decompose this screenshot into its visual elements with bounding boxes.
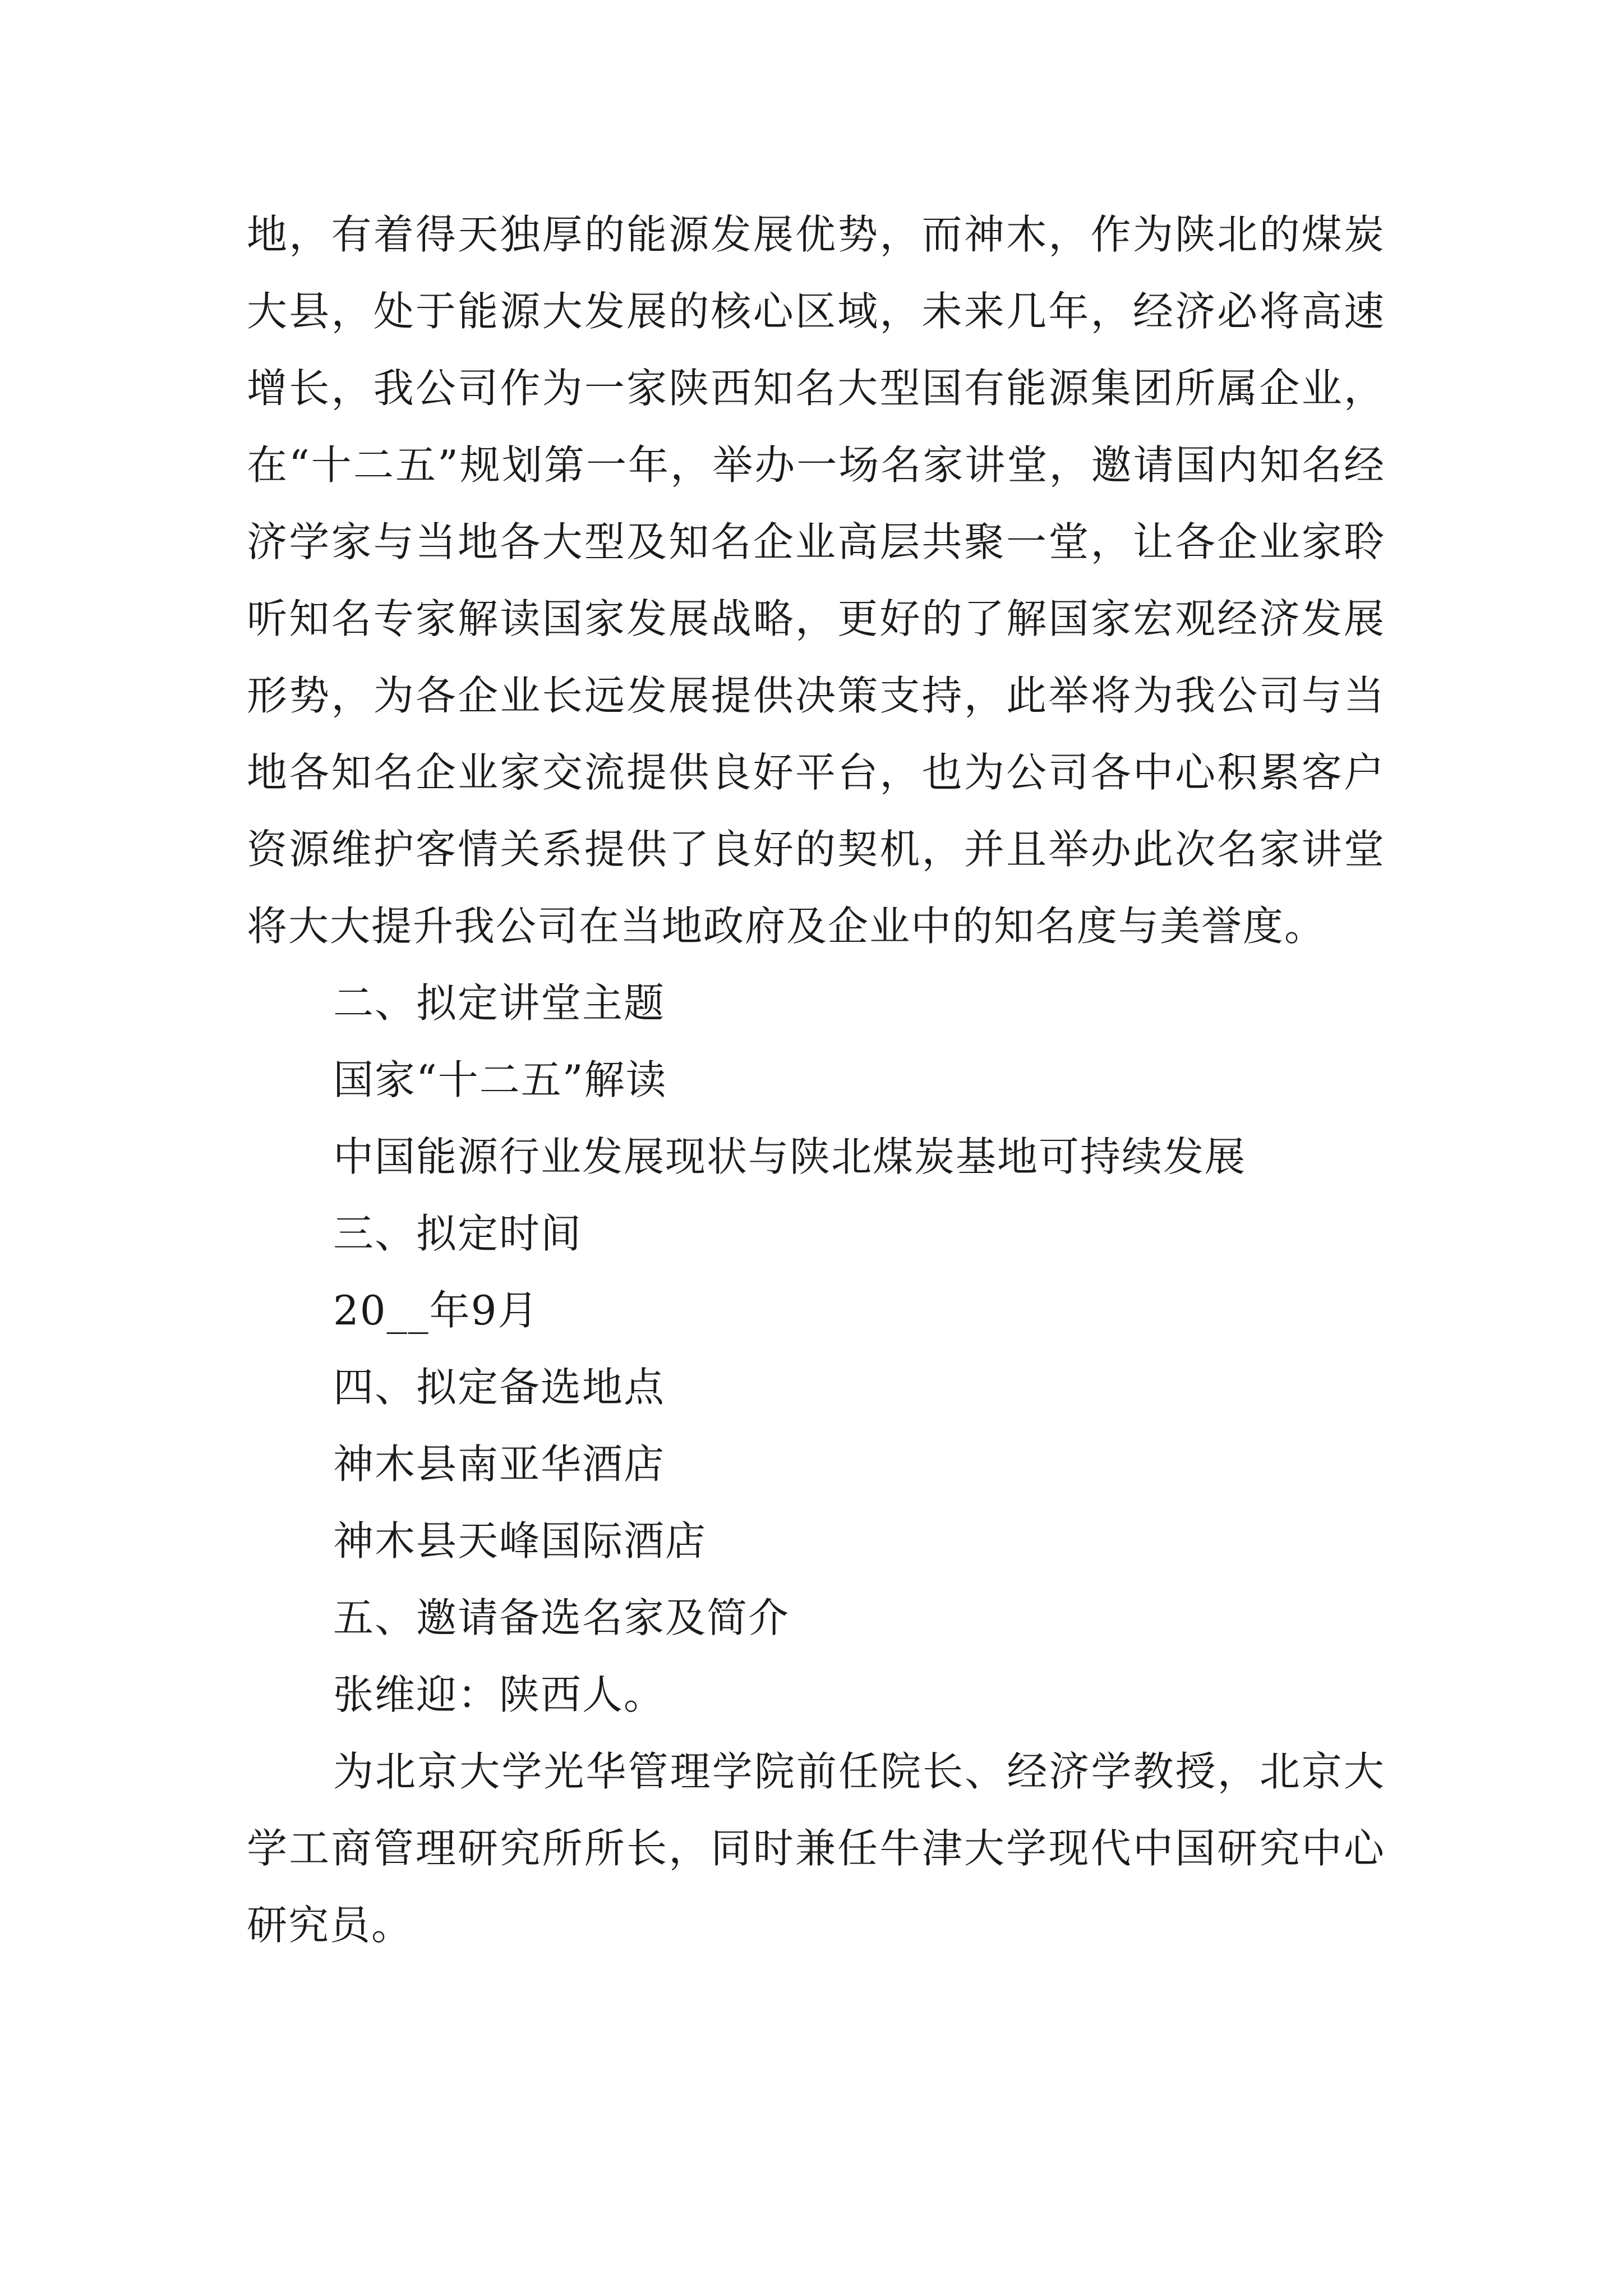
background-paragraph: 地，有着得天独厚的能源发展优势，而神木，作为陕北的煤炭大县，处于能源大发展的核心区域，未来几年，经济必将高速增长，我公司作为一家陕西知名大型国有能源集团所属企业，在“十二五”规划第一年，举办一场名家讲堂，邀请国内知名经济学家与当地各大型及知名企业高层共聚一堂，让各企业家聆听知名专家解读国家发展战略，更好的了解国家宏观经济发展形势，为各企业长远发展提供决策支持，此举将为我公司与当地各知名企业家交流提供良好平台，也为公司各中心积累客户资源维护客情关系提供了良好的契机，并且举办此次名家讲堂将大大提升我公司在当地政府及企业中的知名度与美誉度。 xyxy=(247,211,1385,950)
section-heading-experts: 五、邀请备选名家及简介 xyxy=(333,1594,790,1641)
venue-item: 神木县南亚华酒店 xyxy=(333,1441,666,1488)
section-heading-venue: 四、拟定备选地点 xyxy=(333,1364,666,1411)
venue-item: 神木县天峰国际酒店 xyxy=(333,1517,707,1565)
section-heading-time: 三、拟定时间 xyxy=(333,1210,583,1257)
expert-bio-paragraph: 为北京大学光华管理学院前任院长、经济学教授，北京大学工商管理研究所所长，同时兼任牛津大学现代中国研究中心研究员。 xyxy=(247,1748,1385,1949)
section-heading-theme: 二、拟定讲堂主题 xyxy=(333,979,666,1027)
theme-item: 国家“十二五”解读 xyxy=(333,1056,667,1103)
expert-name: 张维迎：陕西人。 xyxy=(333,1671,666,1718)
date-text: 20__年9月 xyxy=(333,1287,540,1334)
theme-item: 中国能源行业发展现状与陕北煤炭基地可持续发展 xyxy=(333,1133,1247,1180)
document-body xyxy=(247,196,1385,1964)
